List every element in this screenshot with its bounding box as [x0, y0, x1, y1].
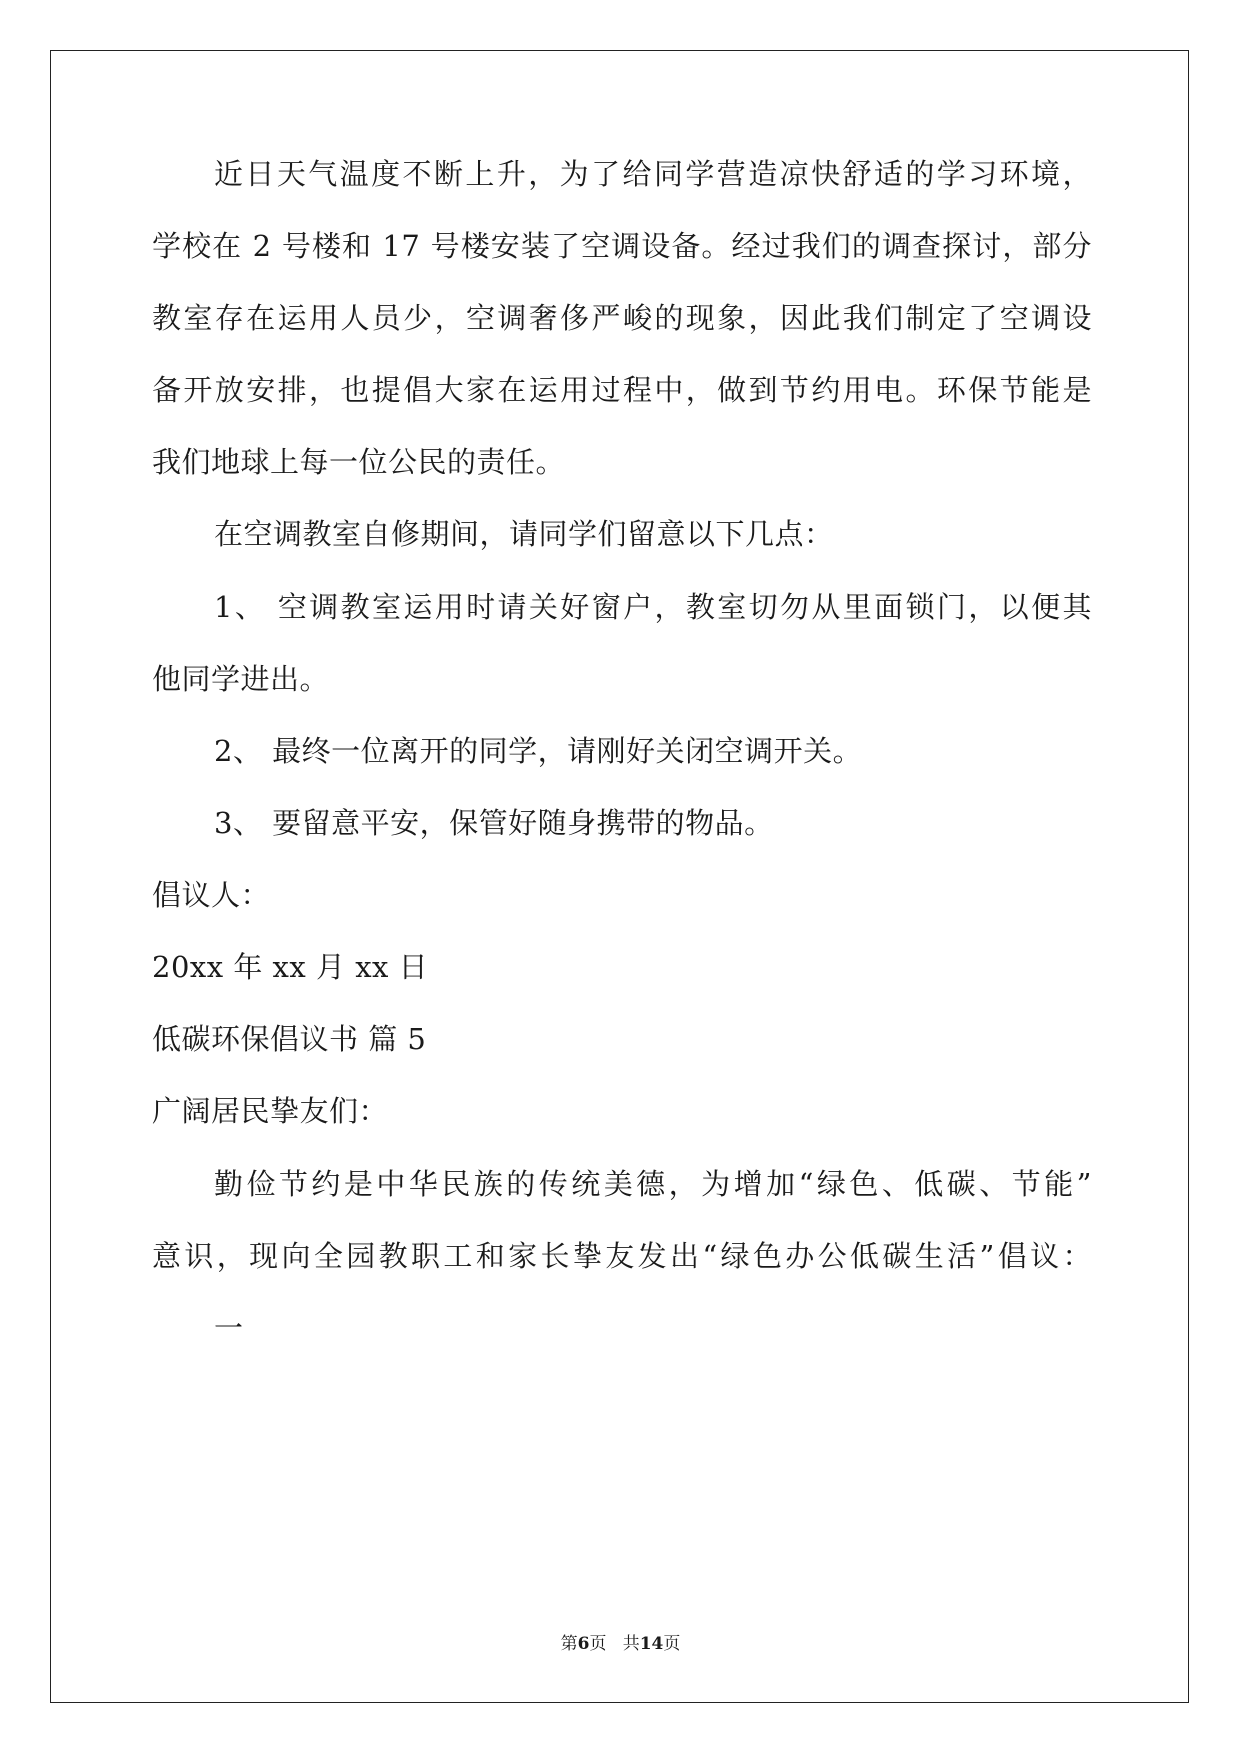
footer-page-word: 页: [589, 1634, 607, 1654]
paragraph-3-line-2: 意识，现向全园教职工和家长挚友发出“绿色办公低碳生活”倡议：: [152, 1239, 1092, 1273]
footer-total-prefix: 共: [622, 1634, 640, 1654]
paragraph-4-line-1: 一: [214, 1311, 244, 1345]
paragraph-1-line-2: 学校在 2 号楼和 17 号楼安装了空调设备。经过我们的调查探讨，部分: [152, 229, 1092, 263]
list-item-3: 3、 要留意平安，保管好随身携带的物品。: [214, 806, 774, 840]
page-footer: [0, 1632, 1241, 1656]
section-title: 低碳环保倡议书 篇 5: [152, 1022, 427, 1056]
list-item-1-line-1: 1、 空调教室运用时请关好窗户，教室切勿从里面锁门，以便其: [214, 590, 1092, 624]
paragraph-1-line-3: 教室存在运用人员少，空调奢侈严峻的现象，因此我们制定了空调设: [152, 301, 1092, 335]
paragraph-1-line-1: 近日天气温度不断上升，为了给同学营造凉快舒适的学习环境，: [214, 157, 1092, 191]
paragraph-3-line-1: 勤俭节约是中华民族的传统美德，为增加“绿色、低碳、节能”: [214, 1167, 1092, 1201]
paragraph-1-line-5: 我们地球上每一位公民的责任。: [152, 445, 566, 479]
salutation: 广阔居民挚友们：: [152, 1094, 389, 1128]
date-line: 20xx 年 xx 月 xx 日: [152, 950, 429, 984]
list-item-1-line-2: 他同学进出。: [152, 662, 330, 696]
footer-total-pages: 14: [639, 1634, 664, 1654]
paragraph-2-line-1: 在空调教室自修期间，请同学们留意以下几点：: [214, 517, 834, 551]
paragraph-1-line-4: 备开放安排，也提倡大家在运用过程中，做到节约用电。环保节能是: [152, 373, 1092, 407]
footer-total-suffix: 页: [663, 1634, 681, 1654]
footer-current-page: 6: [577, 1634, 590, 1654]
list-item-2: 2、 最终一位离开的同学，请刚好关闭空调开关。: [214, 734, 863, 768]
signer-label: 倡议人：: [152, 878, 271, 912]
footer-prefix: 第: [560, 1634, 578, 1654]
